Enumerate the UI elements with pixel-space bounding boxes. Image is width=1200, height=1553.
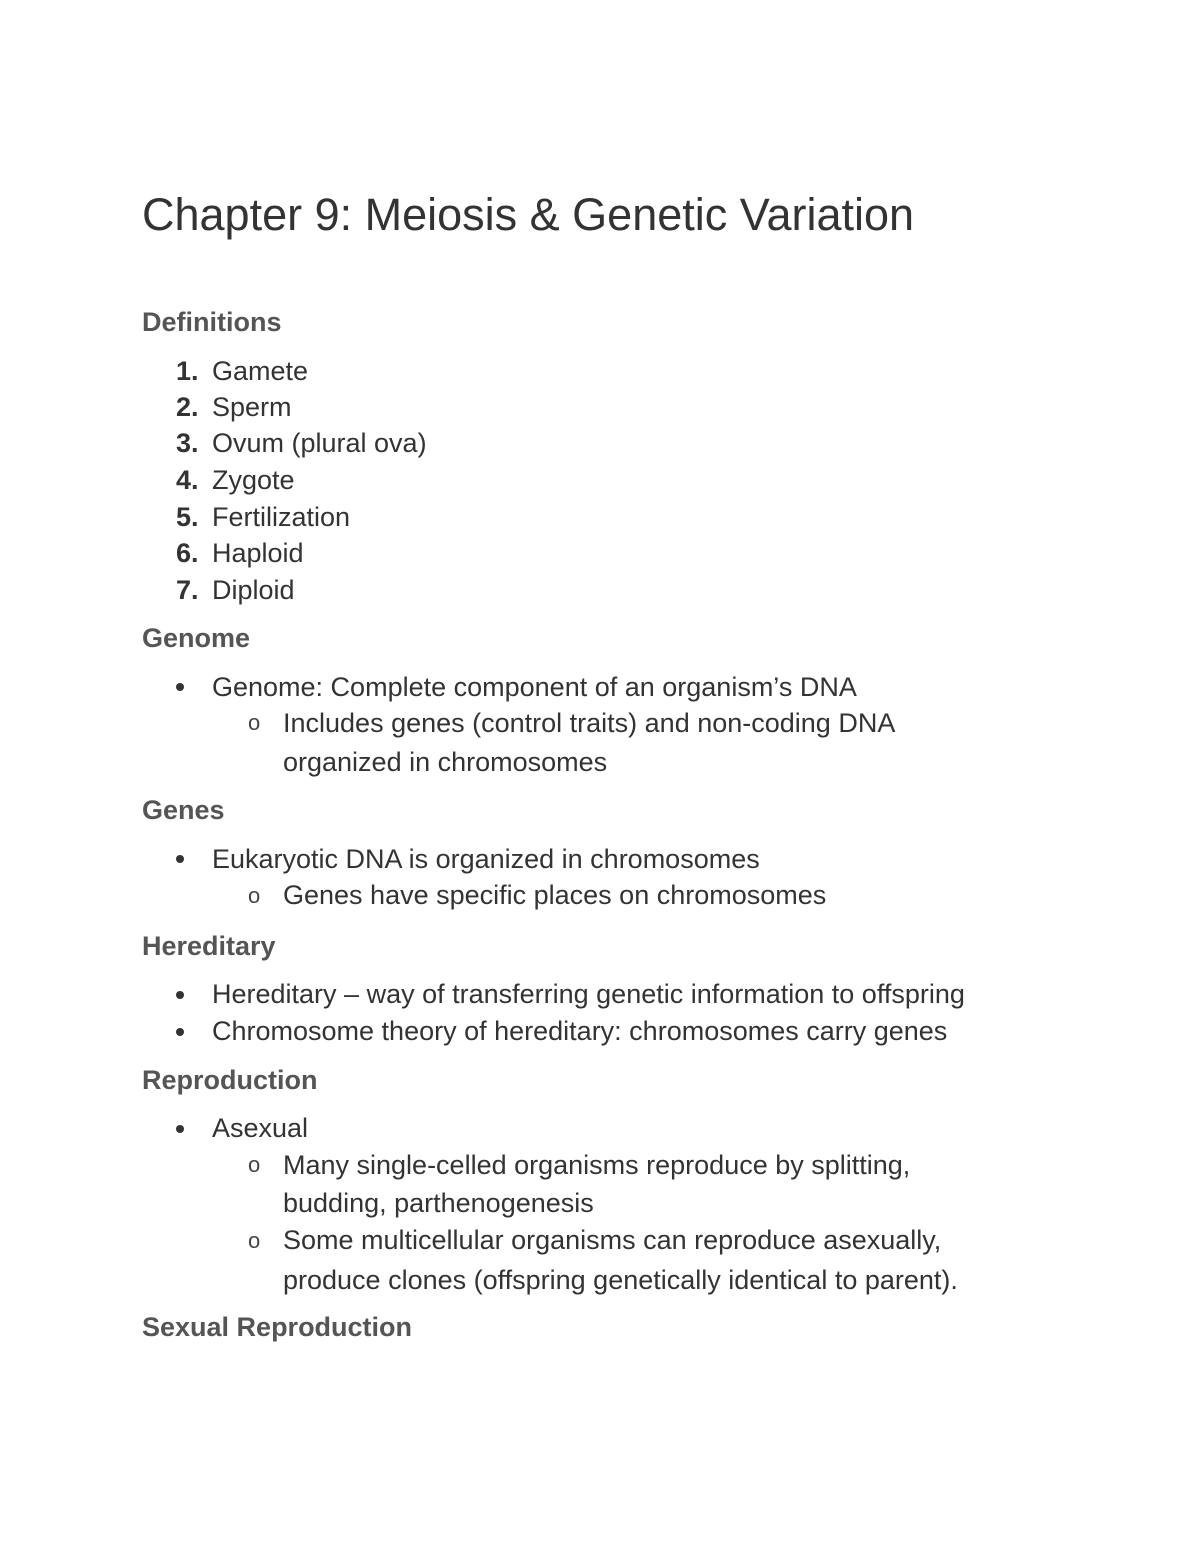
list-text: Gamete [212, 356, 309, 386]
sub-bullet-marker: o [248, 883, 261, 908]
heading-genes: Genes [142, 795, 225, 825]
list-item [0, 462, 1200, 498]
sub-bullet-marker: o [248, 1228, 261, 1253]
sub-bullet-text-continued: budding, parthenogenesis [283, 1188, 594, 1218]
heading-reproduction: Reproduction [142, 1065, 318, 1095]
list-text: Haploid [212, 538, 304, 568]
heading-genome: Genome [142, 623, 251, 653]
list-item [0, 425, 1200, 461]
sub-bullet-text: Includes genes (control traits) and non-coding DNA [283, 708, 896, 738]
sub-bullet-text-continued: organized in chromosomes [283, 747, 608, 777]
list-text: Fertilization [212, 502, 351, 532]
list-text: Zygote [212, 465, 295, 495]
sub-bullet-text: Genes have specific places on chromosomes [283, 880, 827, 910]
heading-sexual-reproduction: Sexual Reproduction [142, 1312, 413, 1342]
list-text: Ovum (plural ova) [212, 428, 427, 458]
bullet-text: Asexual [212, 1113, 309, 1143]
page-title: Chapter 9: Meiosis & Genetic Variation [142, 189, 915, 240]
list-number: 7. [176, 575, 199, 605]
sub-bullet-marker: o [248, 710, 261, 735]
list-number: 5. [176, 502, 199, 532]
sub-bullet-text: Some multicellular organisms can reproduce asexually, [283, 1225, 942, 1255]
list-number: 1. [176, 356, 199, 386]
list-item [0, 389, 1200, 425]
list-number: 2. [176, 392, 199, 422]
list-number: 4. [176, 465, 199, 495]
heading-definitions: Definitions [142, 307, 282, 337]
sub-bullet-marker: o [248, 1152, 261, 1177]
sub-bullet-text: Many single-celled organisms reproduce by splitting, [283, 1150, 911, 1180]
list-item [0, 535, 1200, 571]
bullet-dot [176, 1125, 184, 1133]
bullet-dot [176, 991, 184, 999]
list-text: Sperm [212, 392, 292, 422]
list-number: 6. [176, 538, 199, 568]
bullet-text: Eukaryotic DNA is organized in chromosomes [212, 844, 760, 874]
bullet-text: Chromosome theory of hereditary: chromosomes carry genes [212, 1016, 948, 1046]
bullet-text: Hereditary – way of transferring genetic information to offspring [212, 979, 965, 1009]
sub-bullet-text-continued: produce clones (offspring genetically identical to parent). [283, 1265, 958, 1295]
list-item [0, 499, 1200, 535]
bullet-dot [176, 683, 184, 691]
list-item [0, 572, 1200, 608]
list-number: 3. [176, 428, 199, 458]
list-item [0, 353, 1200, 389]
heading-hereditary: Hereditary [142, 931, 276, 961]
list-text: Diploid [212, 575, 295, 605]
bullet-dot [176, 855, 184, 863]
bullet-dot [176, 1028, 184, 1036]
bullet-text: Genome: Complete component of an organism’s DNA [212, 672, 857, 702]
